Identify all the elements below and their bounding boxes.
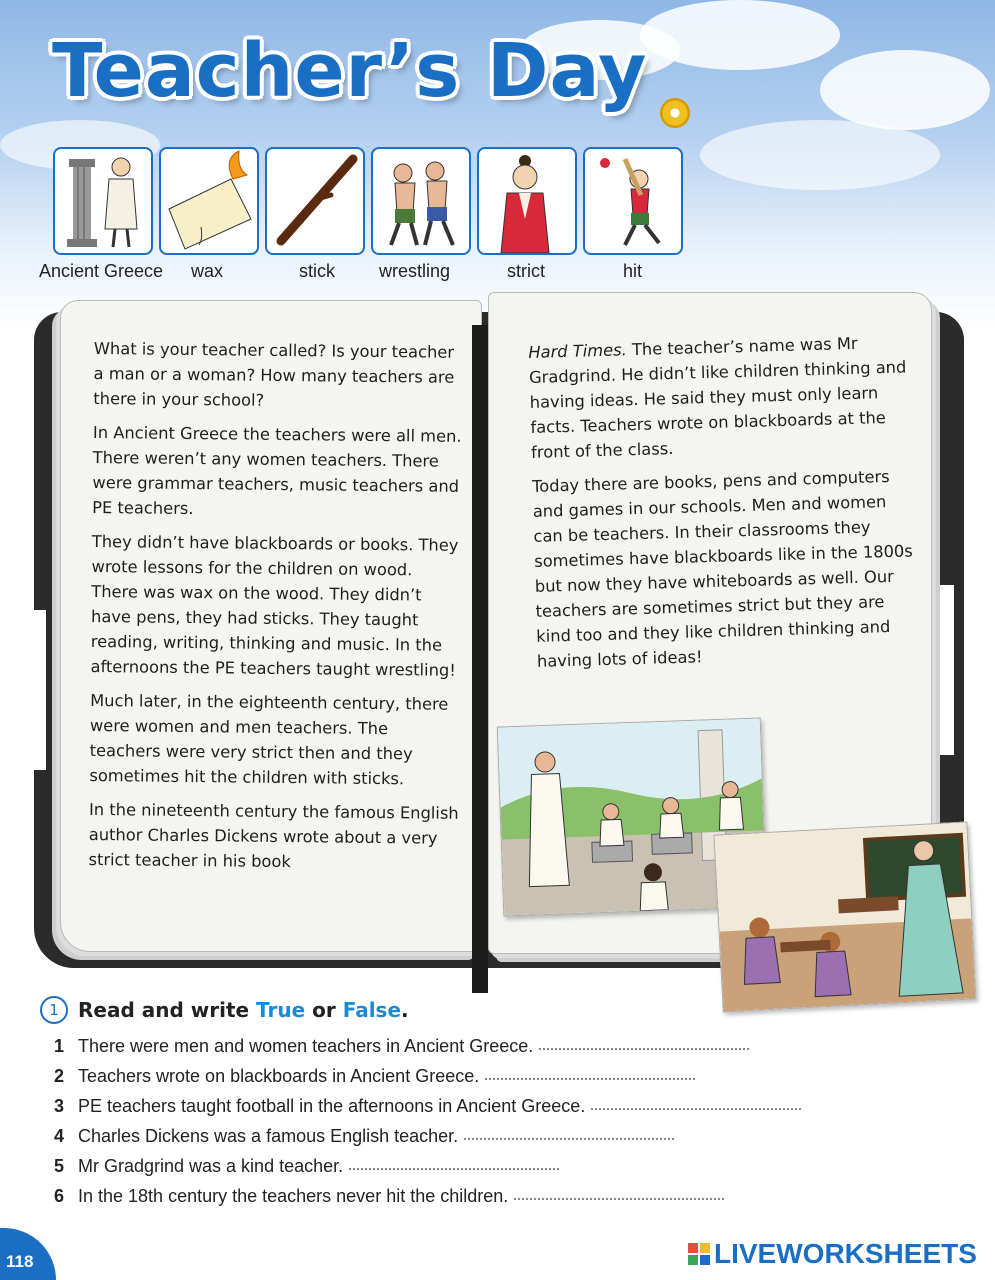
cloud [700, 120, 940, 190]
greek-column-icon [53, 147, 153, 255]
vocab-label: hit [623, 261, 643, 281]
answer-blank[interactable] [539, 1047, 749, 1050]
vocab-label: wrestling [379, 261, 451, 281]
page-number: 118 [0, 1228, 56, 1280]
exercise-number: 1 [40, 996, 68, 1024]
vocab-item-wax [159, 147, 259, 281]
question-number: 2 [54, 1066, 65, 1086]
paragraph: Today there are books, pens and computers and games in our schools. Men and women can be teachers. In their classrooms they sometimes have blackboards like in the 1800s but now they have whiteboards as well. Our teachers are sometimes strict but they are kind too and they like children thinking and having lots of ideas! [531, 466, 914, 671]
question-text: In the 18th century the teachers never hit the children. [78, 1186, 509, 1206]
question-text: Mr Gradgrind was a kind teacher. [78, 1156, 344, 1176]
wrestlers-icon [371, 147, 471, 255]
question-text: PE teachers taught football in the afternoons in Ancient Greece. [78, 1096, 586, 1116]
question-row [54, 1066, 854, 1096]
vocab-label: strict [507, 261, 545, 281]
paragraph: Much later, in the eighteenth century, there were women and men teachers. The teachers were very strict then and they sometimes hit the children with sticks. [89, 690, 449, 789]
period: . [401, 998, 409, 1022]
question-text: Charles Dickens was a famous English teacher. [78, 1126, 459, 1146]
question-number: 4 [54, 1126, 65, 1146]
victorian-classroom-illustration [714, 821, 977, 1012]
paragraph: In Ancient Greece the teachers were all men. There weren’t any women teachers. There were grammar teachers, music teachers and PE teachers. [92, 422, 462, 519]
vocab-item-strict [477, 147, 577, 281]
question-list [54, 1036, 854, 1216]
instruction: Read and write [78, 998, 250, 1022]
book-spine-ribbon [472, 325, 488, 993]
left-page-text [88, 336, 464, 885]
candle-icon [159, 147, 259, 255]
vocab-item-ancient-greece [39, 147, 164, 281]
question-row [54, 1126, 854, 1156]
answer-blank[interactable] [464, 1137, 674, 1140]
book-strap [940, 585, 954, 755]
vocab-label: stick [299, 261, 335, 281]
answer-blank[interactable] [485, 1077, 695, 1080]
paragraph-text: The teacher’s name was Mr Gradgrind. He didn’t like children thinking and having ideas. He said they must only learn facts. Teachers wrote on blackboards at the front of the class. [528, 333, 907, 462]
question-text: There were men and women teachers in Ancient Greece. [78, 1036, 534, 1056]
batter-icon [583, 147, 683, 255]
answer-blank[interactable] [514, 1197, 724, 1200]
stick-icon [265, 147, 365, 255]
question-number: 1 [54, 1036, 65, 1056]
book-strap [34, 610, 46, 770]
paragraph [528, 329, 911, 465]
book-title: Hard Times. [528, 340, 628, 362]
brand-name: LIVEWORKSHEETS [714, 1238, 977, 1269]
page-title: Teacher’s Day [52, 28, 648, 114]
answer-blank[interactable] [349, 1167, 559, 1170]
question-row [54, 1186, 854, 1216]
vocab-label: wax [191, 261, 224, 281]
or-word: or [312, 998, 336, 1022]
paragraph: What is your teacher called? Is your teacher a man or a woman? How many teachers are there in your school? [93, 338, 455, 410]
audio-cd-icon[interactable] [660, 98, 690, 128]
right-page-text [528, 329, 917, 682]
cloud [640, 0, 840, 70]
question-row [54, 1036, 854, 1066]
vocabulary-strip [39, 147, 688, 287]
vocab-item-wrestling [371, 147, 471, 281]
exercise-heading [40, 996, 409, 1024]
answer-blank[interactable] [591, 1107, 801, 1110]
vocab-item-hit [583, 147, 683, 281]
question-number: 3 [54, 1096, 65, 1116]
liveworksheets-logo[interactable] [688, 1238, 977, 1270]
vocab-item-stick [265, 147, 365, 281]
question-row [54, 1156, 854, 1186]
question-number: 6 [54, 1186, 65, 1206]
false-word: False [342, 998, 402, 1022]
cloud [820, 50, 990, 130]
strict-woman-icon [477, 147, 577, 255]
paragraph: In the nineteenth century the famous English author Charles Dickens wrote about a very strict teacher in his book [88, 799, 459, 872]
paragraph: They didn’t have blackboards or books. They wrote lessons for the children on wood. There was wax on the wood. They didn’t have pens, they had sticks. They taught reading, writing, thinking and music. In the afternoons the PE teachers taught wrestling! [90, 531, 459, 680]
vocab-label: Ancient Greece [39, 261, 164, 281]
question-number: 5 [54, 1156, 65, 1176]
question-row [54, 1096, 854, 1126]
true-word: True [256, 998, 306, 1022]
question-text: Teachers wrote on blackboards in Ancient Greece. [78, 1066, 480, 1086]
liveworksheets-icon [688, 1243, 710, 1265]
